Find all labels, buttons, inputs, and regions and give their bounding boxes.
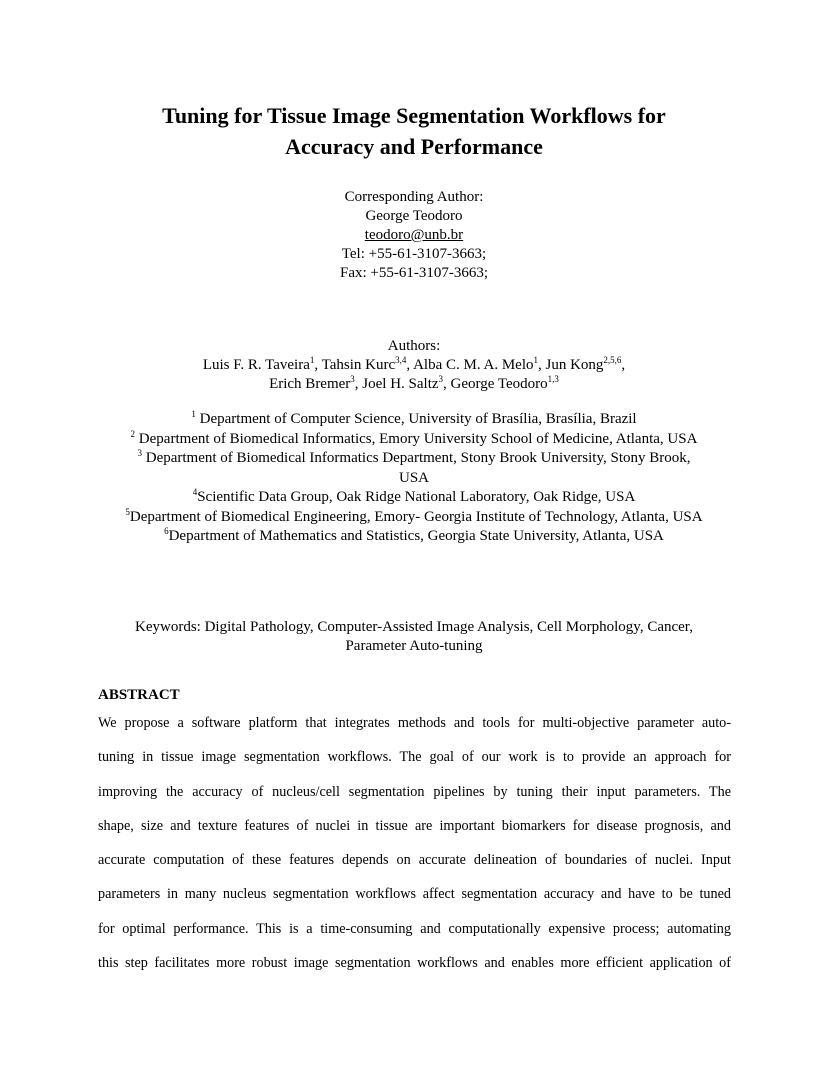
abstract-line: this step facilitates more robust image segmentation workflows and enables more efficient application of xyxy=(98,955,731,972)
affiliation-num: 2 xyxy=(130,428,136,439)
affiliation xyxy=(0,508,828,528)
abstract-line: tuning in tissue image segmentation workflows. The goal of our work is to provide an approach for xyxy=(98,749,731,766)
affiliation-text: Department of Computer Science, University of Brasília, Brasília, Brazil xyxy=(199,411,637,427)
author-name: Tahsin Kurc xyxy=(321,357,396,373)
authors-block xyxy=(0,337,828,394)
affiliation-num: 6 xyxy=(164,526,169,536)
keywords-line-1: Keywords: Digital Pathology, Computer-Assisted Image Analysis, Cell Morphology, Cancer, xyxy=(135,619,693,635)
affiliation xyxy=(0,449,828,469)
author-affil-sup: 3 xyxy=(438,374,444,384)
author-affil-sup: 1 xyxy=(309,355,315,365)
affiliation-text: Department of Mathematics and Statistics, Georgia State University, Atlanta, USA xyxy=(168,528,664,544)
corresponding-label: Corresponding Author: xyxy=(344,189,484,205)
keywords-line-2: Parameter Auto-tuning xyxy=(345,638,483,654)
corresponding-email-link[interactable]: teodoro@unb.br xyxy=(364,227,464,243)
affiliation-num: 5 xyxy=(125,506,130,517)
author-name: Alba C. M. A. Melo xyxy=(413,357,534,373)
author-name: Luis F. R. Taveira xyxy=(202,357,310,373)
author-name: Joel H. Saltz xyxy=(362,376,439,392)
authors-line-2: Erich Bremer$^3$, Joel H. Saltz$^3$, George Teodoro$^{1,3}$ xyxy=(269,374,559,392)
abstract-line: for optimal performance. This is a time-consuming and computationally expensive process; automating xyxy=(98,920,731,937)
title-line-2: Accuracy and Performance xyxy=(285,134,543,159)
affiliation-text: Department of Biomedical Informatics, Emory University School of Medicine, Atlanta, USA xyxy=(138,430,698,447)
corresponding-tel: Tel: +55-61-3107-3663; xyxy=(341,246,487,262)
abstract-line: improving the accuracy of nucleus/cell segmentation pipelines by tuning their input parameters. The xyxy=(98,783,731,800)
author-affil-sup: 1,3 xyxy=(547,374,559,384)
affiliation-text: Department of Biomedical Informatics Department, Stony Brook University, Stony Brook, xyxy=(145,450,691,466)
affiliation-text: Department of Biomedical Engineering, Emory- Georgia Institute of Technology, Atlanta, USA xyxy=(129,508,703,525)
affiliation-num: 1 xyxy=(191,409,196,419)
authors-line-1: Luis F. R. Taveira$^1$, Tahsin Kurc$^{3,4}$, Alba C. M. A. Melo$^1$, Jun Kong$^{2,5,6}$, xyxy=(202,355,626,373)
abstract-body xyxy=(98,706,731,980)
authors-label: Authors: xyxy=(387,338,441,354)
affiliation xyxy=(0,410,828,430)
corresponding-name: George Teodoro xyxy=(365,208,463,224)
abstract-heading: ABSTRACT xyxy=(98,687,180,703)
author-name: Jun Kong xyxy=(545,357,604,373)
abstract-line: shape, size and texture features of nuclei in tissue are important biomarkers for disease prognosis, and xyxy=(98,817,731,834)
author-name: Erich Bremer xyxy=(269,376,351,392)
correspondence-block xyxy=(0,188,828,283)
abstract-line: accurate computation of these features depends on accurate delineation of boundaries of nuclei. Input xyxy=(98,852,731,869)
affiliation-num: 4 xyxy=(192,487,198,497)
author-affil-sup: 3 xyxy=(350,374,355,384)
abstract-line: parameters in many nucleus segmentation workflows affect segmentation accuracy and have to be tuned xyxy=(98,886,731,903)
affiliation xyxy=(0,527,828,547)
author-name: George Teodoro xyxy=(450,376,548,392)
affiliations-block xyxy=(0,410,828,547)
affiliation xyxy=(0,488,828,508)
paper-title xyxy=(0,100,828,162)
corresponding-fax: Fax: +55-61-3107-3663; xyxy=(339,265,489,281)
affiliation-continued: USA xyxy=(398,469,429,486)
affiliation-num: 3 xyxy=(137,448,142,458)
abstract-line: We propose a software platform that integrates methods and tools for multi-objective parameter auto- xyxy=(98,715,731,731)
affiliation-text: Scientific Data Group, Oak Ridge National Laboratory, Oak Ridge, USA xyxy=(197,489,636,505)
keywords-block xyxy=(0,618,828,656)
author-affil-sup: 2,5,6 xyxy=(603,355,622,365)
title-line-1: Tuning for Tissue Image Segmentation Workflows for xyxy=(162,103,666,128)
affiliation xyxy=(0,430,828,450)
author-affil-sup: 1 xyxy=(533,355,538,365)
author-affil-sup: 3,4 xyxy=(395,355,407,365)
